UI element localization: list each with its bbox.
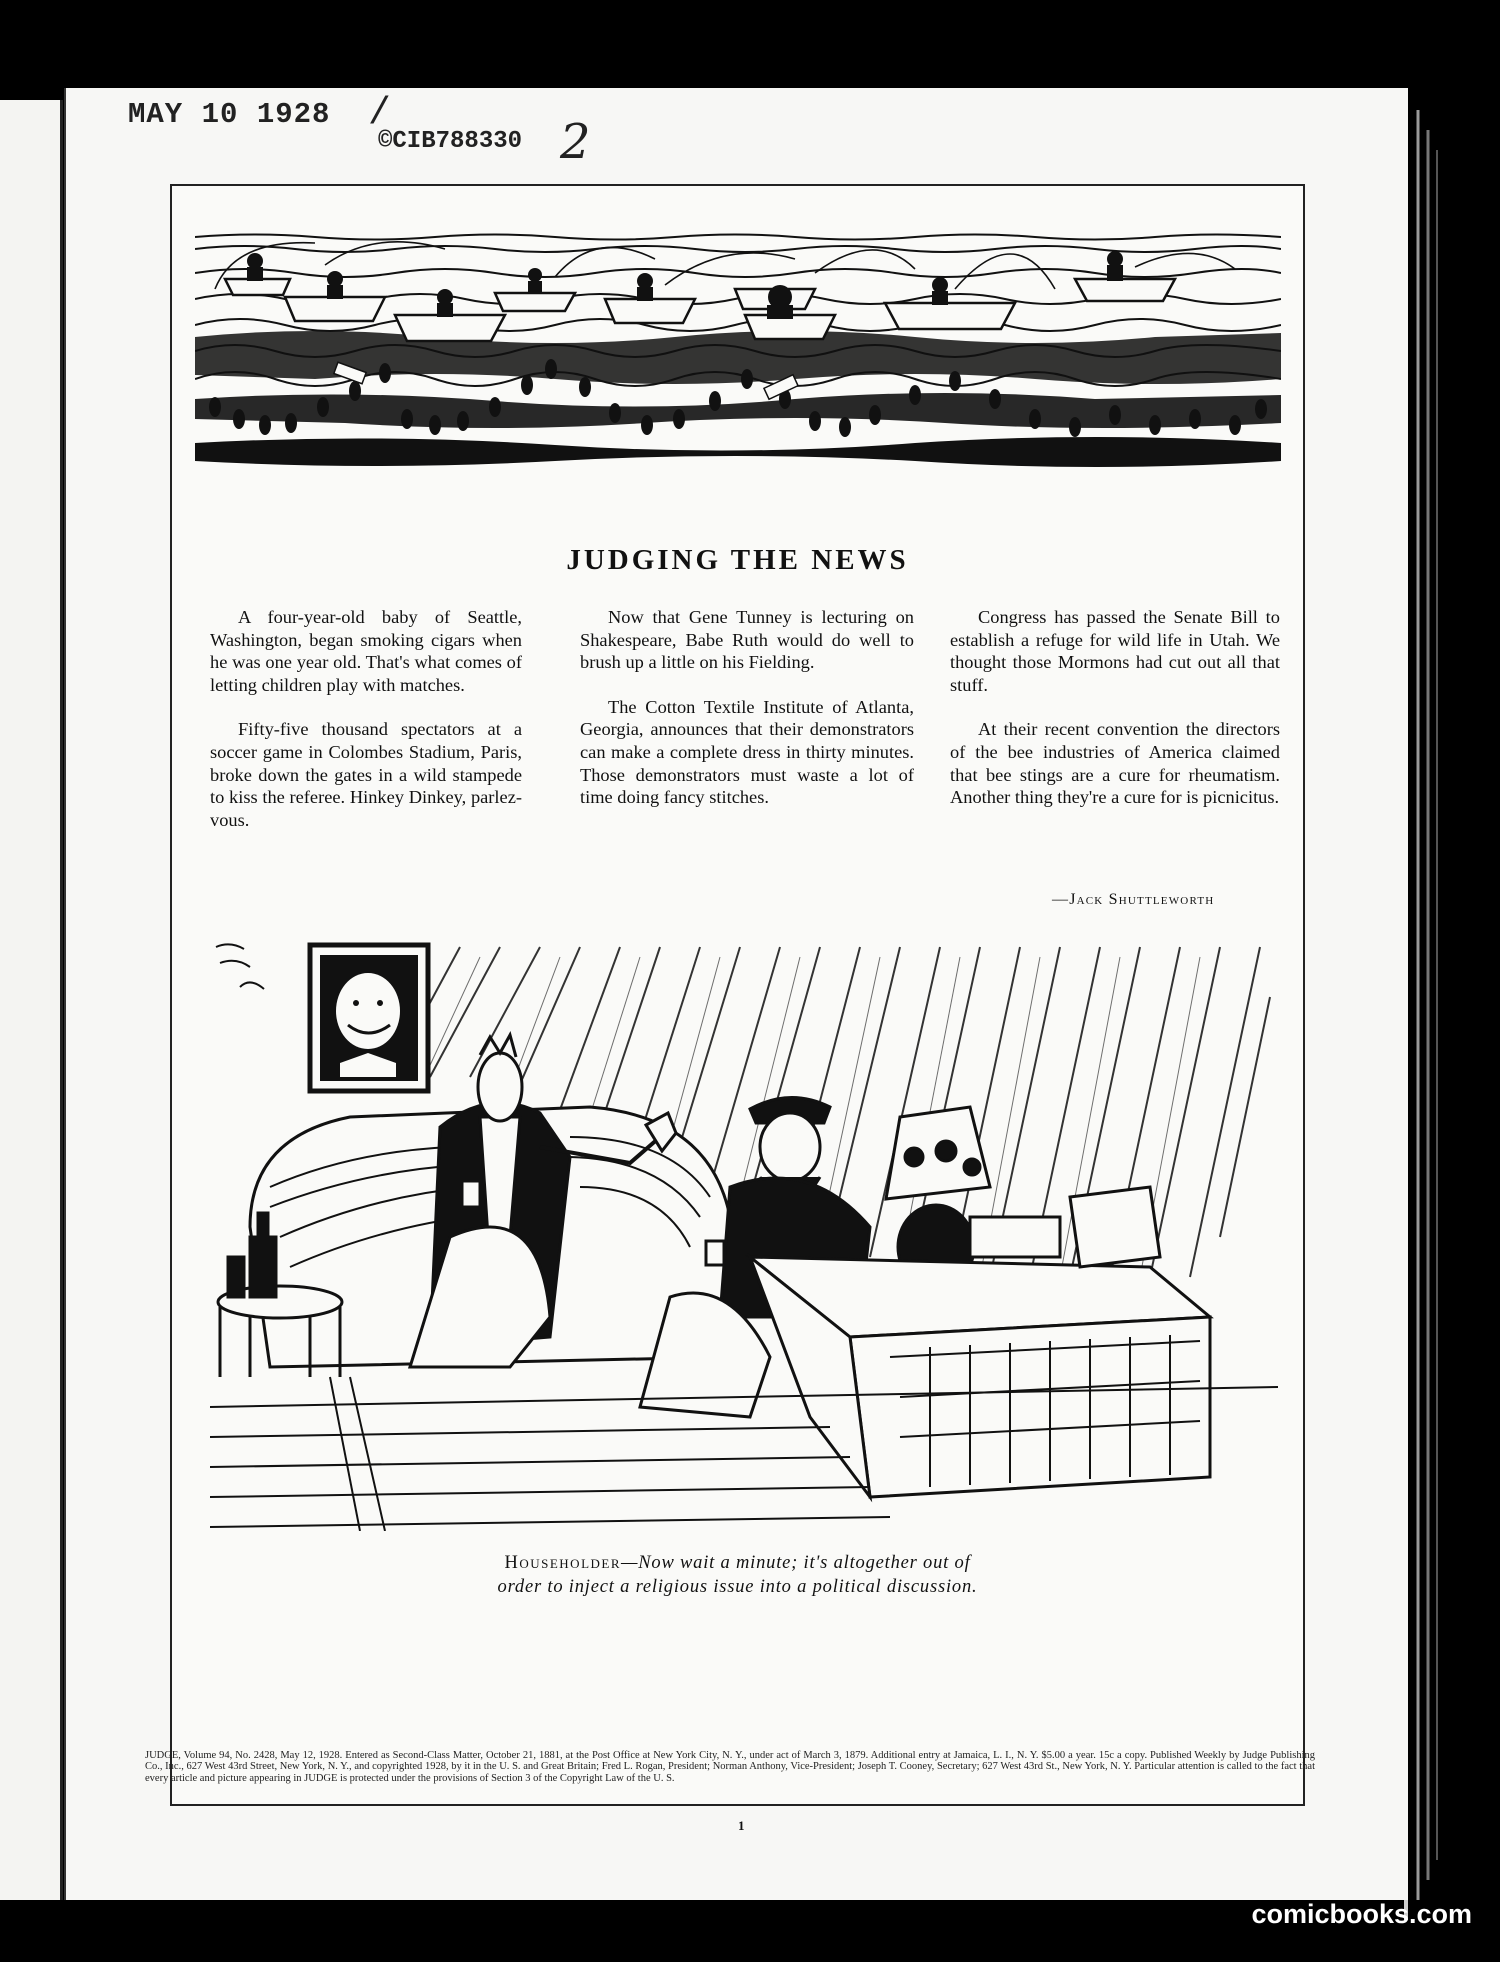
article-column-1 [210,606,522,853]
framed-portrait [310,945,428,1091]
article-columns [210,606,1280,926]
news-paragraph: A four-year-old baby of Seattle, Washington, began smoking cigars when he was one year old. That's what comes of letting children play with matches. [210,607,522,695]
copyright-stamp: ©CIB788330 2 [378,114,591,170]
article-frame [170,184,1305,1806]
received-date-stamp: MAY 10 1928 / [128,92,392,135]
fishing-boats-illustration [195,229,1281,499]
news-paragraph: The Cotton Textile Institute of Atlanta, Georgia, announces that their demonstrators can make a complete dress in thirty minutes. Those demonstrators must waste a lot of time doing fancy stitches. [580,696,914,808]
news-paragraph: At their recent convention the directors of the bee industries of America claimed that bee stings are a cure for rheumatism. Another thing they're a cure for is picnicitus. [950,719,1280,808]
news-paragraph: Congress has passed the Senate Bill to establish a refuge for wild life in Utah. We thought those Mormons had cut out all that stuff. [950,607,1280,695]
news-paragraph: Fifty-five thousand spectators at a soccer game in Colombes Stadium, Paris, broke down the gates in a wild stampede to kiss the referee. Hinkey Dinkey, parlez-vous. [210,719,522,830]
author-byline: —Jack Shuttleworth [1052,891,1215,908]
news-paragraph: Now that Gene Tunney is lecturing on Shakespeare, Babe Ruth would do well to brush up a little on his Fielding. [580,607,914,673]
cartoon-caption [172,1551,1303,1599]
article-column-2 [580,606,914,831]
page-number: 1 [738,1818,745,1833]
adjacent-page-edge [0,100,63,1900]
source-watermark: comicbooks.com [1251,1899,1472,1929]
book-binding-edge [1400,90,1460,1920]
magazine-page [64,88,1408,1900]
article-title: JUDGING THE NEWS [566,544,909,576]
caption-line-1: —Now wait a minute; it's altogether out of [621,1553,971,1573]
householder-cartoon [210,937,1278,1531]
caption-line-2: order to inject a religious issue into a political discussion. [497,1577,978,1597]
article-column-3 [950,606,1280,831]
publication-notice: JUDGE, Volume 94, No. 2428, May 12, 1928. Entered as Second-Class Matter, October 21, 1881, at the Post Office at New York City, N. Y., under act of March 3, 1879. Additional entry at Jamaica, L. I., N. Y. $5.00 a year. 15c a copy. Published Weekly by Judge Publishing Co., Inc., 627 West 43rd Street, New York, N. Y., and copyrighted 1928, by it in the U. S. and Great Britain; Fred L. Rogan, President; Norman Anthony, Vice-President; Joseph T. Cooney, Secretary; 627 West 43rd St., New York, N. Y. Particular attention is called to the fact that every article and picture appearing in JUDGE is protected under the provisions of Section 3 of the Copyright Law of the U. S. [145,1750,1315,1784]
caption-speaker: Householder [504,1553,622,1573]
copyright-stamp-text: ©CIB788330 [378,128,523,155]
received-date-text: MAY 10 1928 [128,98,331,131]
